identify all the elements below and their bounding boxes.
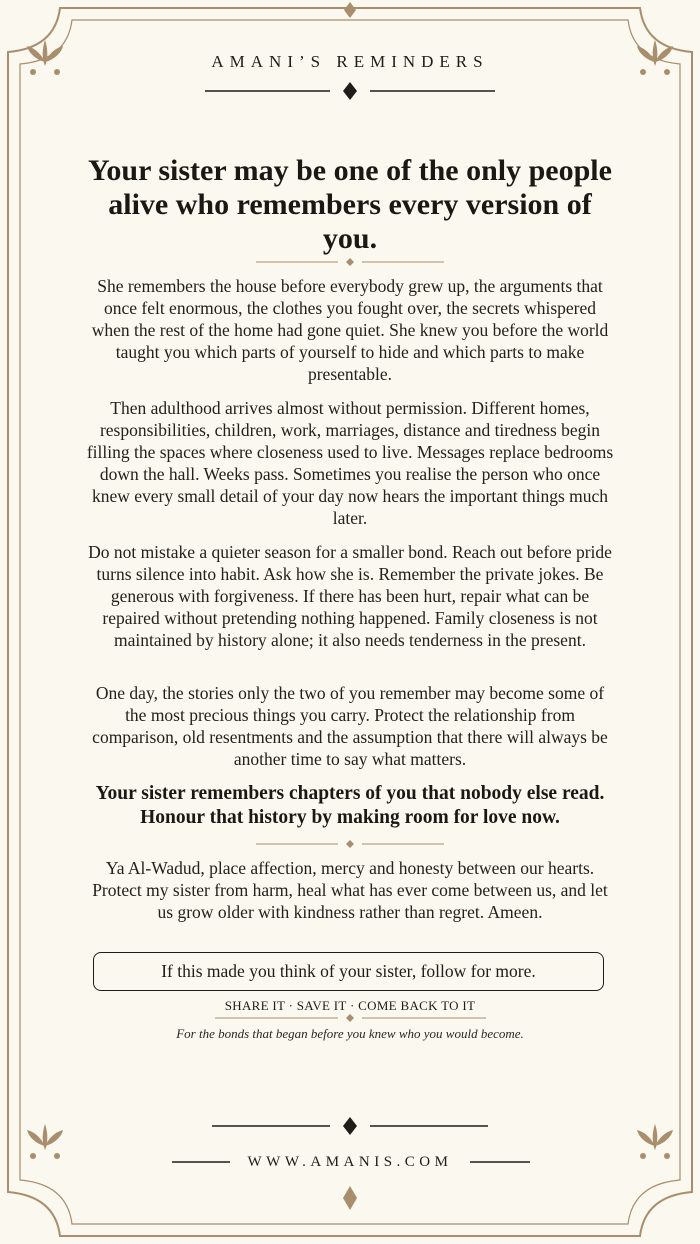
website-link[interactable]: WWW.AMANIS.COM (247, 1154, 453, 1170)
top-ornament-icon (344, 2, 356, 18)
dua-paragraph: Ya Al-Wadud, place affection, mercy and honesty between our hearts. Protect my sister from harm, heal what has ever come between us, and let us grow older with kindness rather than regret. Ameen. (92, 858, 608, 922)
body-paragraph-1: She remembers the house before everybody grew up, the arguments that once felt enormous, the clothes you fought over, the secrets whispered when the rest of the home had gone quiet. She knew you before the world taught you which parts of yourself to hide and which parts to make presentable. (91, 276, 609, 384)
body-paragraph-2: Then adulthood arrives almost without permission. Different homes, responsibilities, children, work, marriages, distance and tiredness begin filling the spaces where closeness used to live. Messages replace bedrooms down the hall. Weeks pass. Sometimes you realise the person who once knew every small detail of your day now hears the important things much later. (86, 398, 614, 528)
brand-title: AMANI’S REMINDERS (211, 52, 489, 71)
follow-cta-label: If this made you think of your sister, follow for more. (161, 961, 536, 981)
emphasis-divider (256, 840, 444, 848)
bottom-diamond-icon (343, 1117, 357, 1135)
body-paragraph-3: Do not mistake a quieter season for a smaller bond. Reach out before pride turns silence into habit. Ask how she is. Remember the private jokes. Be generous with forgiveness. If there has been hurt, repair what can be repaired without pretending nothing happened. Family closeness is not maintained by history alone; it also needs tenderness in the present. (88, 542, 612, 650)
bottom-ornament-icon (343, 1186, 357, 1210)
body-paragraph-4: One day, the stories only the two of you remember may become some of the most precious things you carry. Protect the relationship from comparison, old resentments and the assumption that there will always be another time to say what matters. (92, 683, 608, 769)
tagline: For the bonds that began before you knew who you would become. (176, 1026, 524, 1041)
actions-line: SHARE IT · SAVE IT · COME BACK TO IT (224, 998, 476, 1013)
follow-cta-button[interactable] (93, 952, 604, 991)
headline: Your sister may be one of the only people alive who remembers every version of you. (88, 154, 612, 255)
headline-divider (256, 258, 444, 266)
emphasis-statement: Your sister remembers chapters of you that nobody else read. Honour that history by making room for love now. (95, 783, 605, 828)
top-diamond-icon (343, 82, 357, 100)
actions-divider (215, 1014, 486, 1022)
